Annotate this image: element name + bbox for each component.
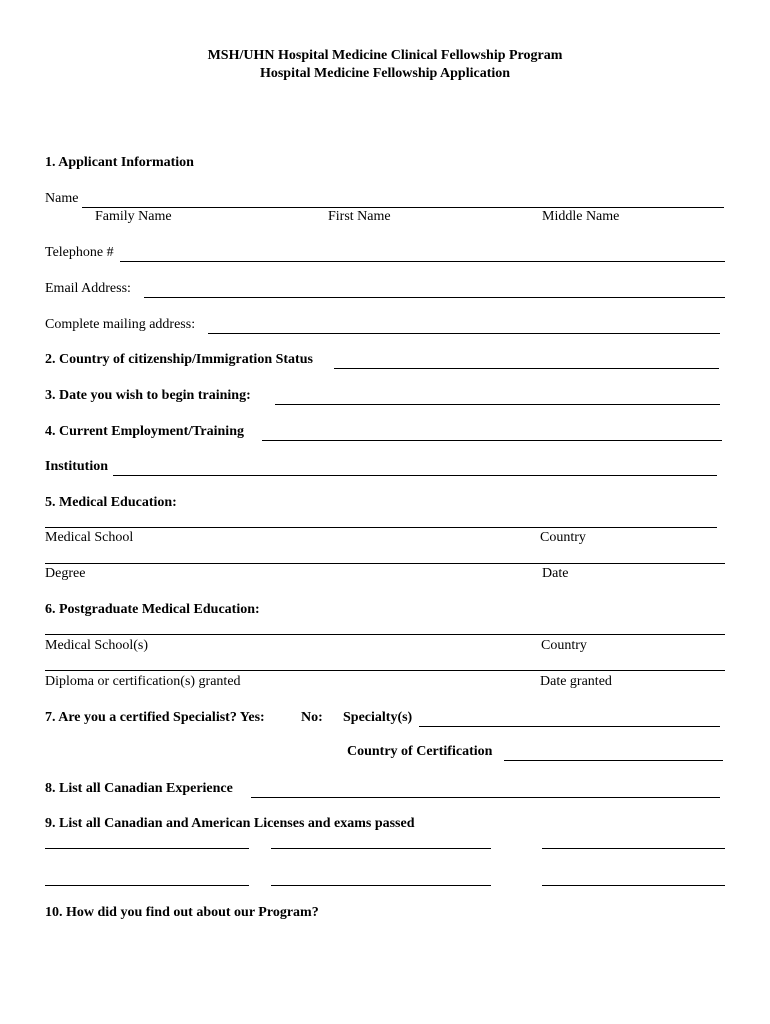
mailing-address-field[interactable]	[208, 317, 720, 334]
specialist-question: 7. Are you a certified Specialist? Yes:	[45, 710, 265, 725]
name-label: Name	[45, 191, 79, 206]
citizenship-field[interactable]	[334, 352, 719, 369]
form-subtitle: Hospital Medicine Fellowship Application	[259, 66, 511, 81]
specialty-label: Specialty(s)	[343, 710, 413, 725]
licenses-label: 9. List all Canadian and American Licenses and exams passed	[45, 816, 415, 831]
program-source-label: 10. How did you find out about our Program?	[45, 905, 319, 920]
email-label: Email Address:	[45, 281, 131, 296]
section-5-heading: 5. Medical Education:	[45, 495, 177, 510]
employment-label: 4. Current Employment/Training	[45, 424, 244, 439]
country-certification-label: Country of Certification	[347, 744, 493, 759]
telephone-label: Telephone #	[45, 245, 114, 260]
employment-field[interactable]	[262, 424, 722, 441]
postgrad-country-caption: Country	[541, 638, 587, 653]
diploma-field[interactable]	[45, 670, 725, 671]
license-field-3[interactable]	[542, 848, 725, 849]
middle-name-caption: Middle Name	[542, 209, 620, 224]
start-date-label: 3. Date you wish to begin training:	[45, 388, 251, 403]
start-date-field[interactable]	[275, 388, 720, 405]
degree-field[interactable]	[45, 563, 725, 564]
section-6-heading: 6. Postgraduate Medical Education:	[45, 602, 260, 617]
mailing-address-label: Complete mailing address:	[45, 317, 196, 332]
postgrad-school-field[interactable]	[45, 634, 725, 635]
specialty-field[interactable]	[419, 710, 720, 727]
canadian-experience-field[interactable]	[251, 781, 720, 798]
citizenship-label: 2. Country of citizenship/Immigration Status	[45, 352, 313, 367]
institution-label: Institution	[45, 459, 109, 474]
family-name-caption: Family Name	[95, 209, 172, 224]
diploma-caption: Diploma or certification(s) granted	[45, 674, 241, 689]
postgrad-school-caption: Medical School(s)	[45, 638, 149, 653]
license-field-5[interactable]	[271, 885, 491, 886]
section-1-heading: 1. Applicant Information	[45, 155, 194, 170]
first-name-caption: First Name	[328, 209, 391, 224]
degree-date-caption: Date	[542, 566, 569, 581]
country-certification-field[interactable]	[504, 744, 723, 761]
license-field-4[interactable]	[45, 885, 249, 886]
degree-caption: Degree	[45, 566, 86, 581]
form-title: MSH/UHN Hospital Medicine Clinical Fellowship Program	[207, 48, 563, 63]
email-field[interactable]	[144, 281, 725, 298]
name-field[interactable]	[82, 191, 724, 208]
date-granted-caption: Date granted	[540, 674, 612, 689]
medical-school-country-caption: Country	[540, 530, 586, 545]
license-field-1[interactable]	[45, 848, 249, 849]
license-field-6[interactable]	[542, 885, 725, 886]
medical-school-caption: Medical School	[45, 530, 134, 545]
medical-school-field[interactable]	[45, 527, 717, 528]
license-field-2[interactable]	[271, 848, 491, 849]
canadian-experience-label: 8. List all Canadian Experience	[45, 781, 233, 796]
specialist-no-label: No:	[301, 710, 323, 725]
telephone-field[interactable]	[120, 245, 725, 262]
institution-field[interactable]	[113, 459, 717, 476]
